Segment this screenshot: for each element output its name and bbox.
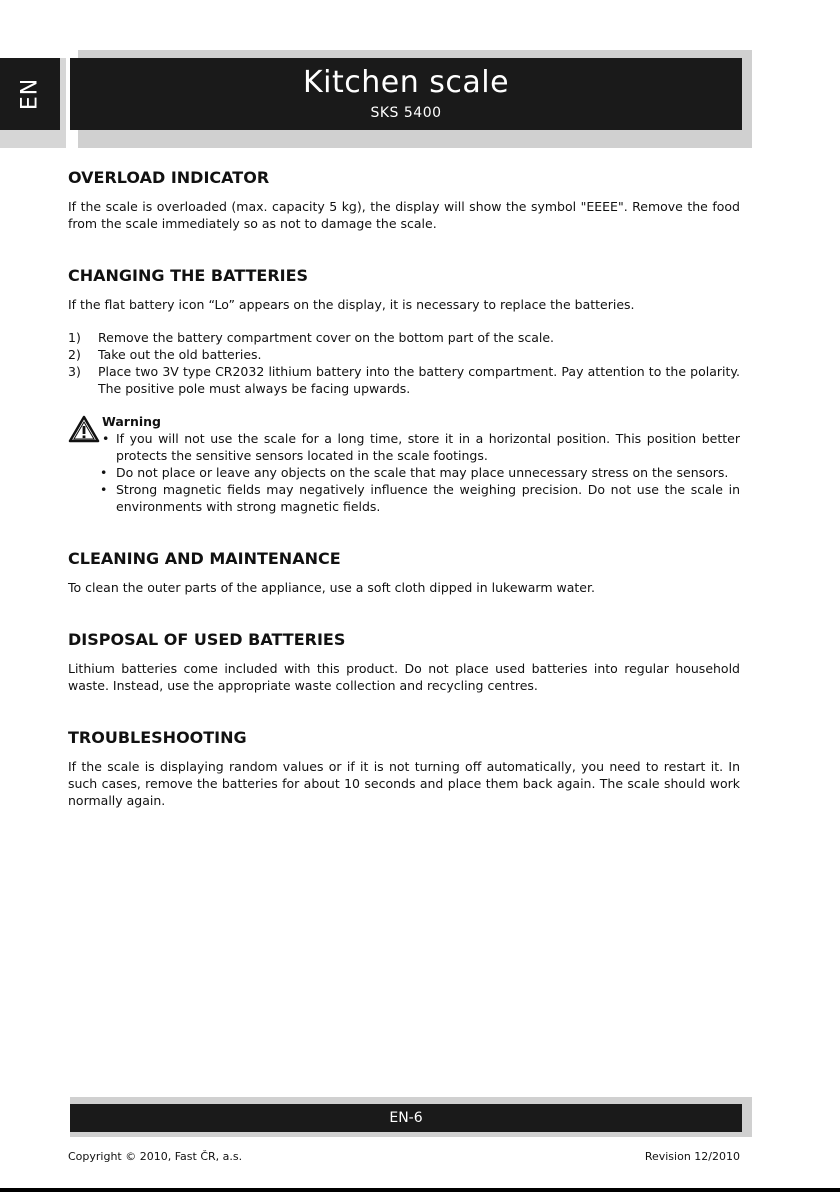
section-cleaning [68,549,740,596]
battery-steps [68,329,740,397]
section-heading: OVERLOAD INDICATOR [68,168,270,187]
list-item [68,430,740,464]
warning-triangle-icon [68,415,100,443]
section-intro: If the flat battery icon “Lo” appears on the display, it is necessary to replace the batteries. [68,297,635,312]
list-item [68,481,740,515]
section-text: To clean the outer parts of the appliance, use a soft cloth dipped in lukewarm water. [68,580,595,595]
list-item [68,329,740,346]
list-item [68,363,740,397]
page-number-bar [70,1104,742,1132]
warning-text: Do not place or leave any objects on the scale that may place unnecessary stress on the sensors. [116,465,729,480]
page-header [70,58,742,130]
section-text: If the scale is displaying random values or if it is not turning off automatically, you need to restart it. In such cases, remove the batteries for about 10 seconds and place them back again. The scale should work normally again. [68,759,740,808]
step-text: Remove the battery compartment cover on the bottom part of the scale. [98,330,555,345]
bullet: • [100,482,108,497]
step-text: Take out the old batteries. [98,347,262,362]
page-title: Kitchen scale [302,65,510,100]
step-number: 3) [68,364,81,379]
language-tab-box [0,58,60,130]
revision-text: Revision 12/2010 [644,1150,740,1163]
list-item [68,346,740,363]
warning-box [68,413,740,515]
section-overload [68,168,740,232]
warning-text: Strong magnetic fields may negatively influence the weighing precision. Do not use the scale in environments with strong magnetic fields. [116,482,740,514]
section-disposal [68,630,740,694]
list-item [68,464,740,481]
step-text: Place two 3V type CR2032 lithium battery into the battery compartment. Pay attention to the polarity. The positive pole must always be facing upwards. [98,364,740,396]
model-number: SKS 5400 [370,105,442,121]
section-heading: TROUBLESHOOTING [68,728,247,747]
bottom-rule [0,1188,840,1192]
step-number: 1) [68,330,81,345]
section-heading: CHANGING THE BATTERIES [68,266,309,285]
language-label: EN [17,77,43,111]
manual-content [68,168,740,809]
bullet: • [102,431,110,446]
language-tab [0,58,66,148]
bullet: • [100,465,108,480]
copyright-text: Copyright © 2010, Fast ČR, a.s. [68,1150,243,1163]
step-number: 2) [68,347,81,362]
section-troubleshooting [68,728,740,809]
section-heading: DISPOSAL OF USED BATTERIES [68,630,346,649]
section-text: Lithium batteries come included with this product. Do not place used batteries into regular household waste. Instead, use the appropriate waste collection and recycling centres. [68,661,740,693]
warning-list [68,430,740,515]
page-number: EN-6 [389,1110,423,1126]
warning-text: If you will not use the scale for a long time, store it in a horizontal position. This position better protects the sensitive sensors located in the scale footings. [116,431,740,463]
section-text: If the scale is overloaded (max. capacity 5 kg), the display will show the symbol "EEEE". Remove the food from the scale immediately so as not to damage the scale. [68,199,740,231]
warning-title: Warning [102,414,161,429]
section-heading: CLEANING AND MAINTENANCE [68,549,341,568]
section-batteries [68,266,740,515]
